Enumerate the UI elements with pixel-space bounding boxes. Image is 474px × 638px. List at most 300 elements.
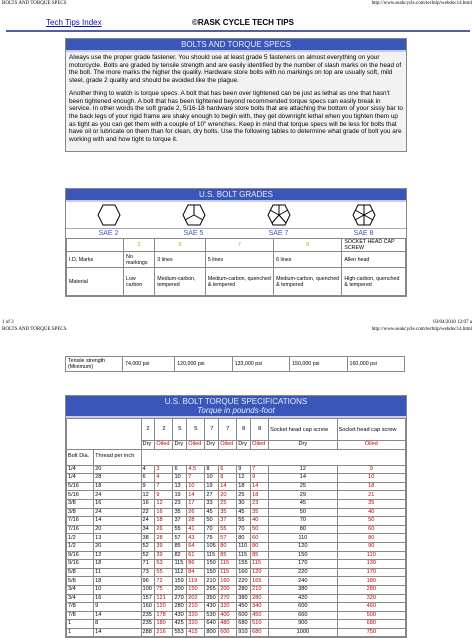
cell: 9 [337,465,405,474]
cell: 14 [269,474,337,483]
cell: 18 [237,482,251,491]
oiled-head: Oiled [251,441,269,450]
cell: 150 [205,560,219,569]
table-row [67,628,406,637]
cell: 25 [237,491,251,500]
cell: 18 [94,577,141,586]
cell: 55 [155,568,173,577]
cell: 210 [251,585,269,594]
torque-table [66,418,406,637]
grade-head: 7 [205,419,219,441]
cell: 29 [269,491,337,500]
cell: 1 [67,620,94,629]
cell: 270 [219,594,237,603]
cell: 170 [337,568,405,577]
cell: 159 [173,577,187,586]
cell: 80 [337,534,405,543]
cell: 680 [237,620,251,629]
cell: 13 [173,482,187,491]
cell: 180 [155,620,173,629]
cell: 7/8 [67,603,94,612]
cell: 26 [187,508,205,517]
cell: 660 [269,611,337,620]
cell: 155 [237,560,251,569]
grade-head: 2 [155,419,173,441]
cell: 35 [251,508,269,517]
sae5-bolt-head-icon [182,204,206,226]
table-row [67,268,406,296]
cell: 640 [205,620,219,629]
cell: 70 [205,525,219,534]
cell: 8 [205,465,219,474]
dry-head: Dry [141,441,155,450]
cell: 18 [94,560,141,569]
cell: 74,000 psi [123,357,175,372]
cell: 380 [237,594,251,603]
cell: 202 [187,594,205,603]
cell: 220 [237,577,251,586]
cell: 39 [155,551,173,560]
cell: 430 [173,611,187,620]
cell: 5 lines [205,252,273,268]
cell: 21 [337,491,405,500]
intro-paragraph: Always use the proper grade fastener. You should use at least grade 5 fasteners on almost everything on your motorcycle. Bolts are graded by tensile strength and are easily identified by the number of slash marks on the head of the bolt. The more marks the higher the quality. Hardware store bolts with no markings on top are usually soft, mild steel, grade 2 quality and should be avoided like the plague. [69,54,402,85]
row-label: Tensile strength (Minimum) [66,357,123,372]
grade-num: 7 [205,239,273,252]
cell: 115 [219,560,237,569]
cell: 340 [251,603,269,612]
cell: 72 [155,577,173,586]
cell: 270 [173,594,187,603]
table-row [67,585,406,594]
cell: 100 [141,585,155,594]
cell: 10 [205,474,219,483]
cell: 320 [187,620,205,629]
cell: 120 [269,542,337,551]
cell: 23 [173,499,187,508]
cell: 7 [251,465,269,474]
cell: 60 [251,534,269,543]
cell: 12 [155,499,173,508]
print-url: http://www.seakcycle.com/techtip/webdoc14.html [371,327,472,332]
cell: 55 [219,525,237,534]
cell: 20 [94,525,141,534]
grade-head: 5 [187,419,205,441]
torque-title: U.S. BOLT TORQUE SPECIFICATIONS [164,397,308,406]
cell: 50 [269,508,337,517]
cell: 86 [187,560,205,569]
oiled-head: Oiled [155,441,173,450]
cell: 216 [155,628,173,637]
cell: 600 [269,603,337,612]
cell: 71 [141,560,155,569]
cell: 160,000 psi [347,357,404,372]
bolts-torque-section [65,38,407,152]
socket-head: Socket head cap screw [269,419,337,441]
dry-head: Dry [173,441,187,450]
cell: 55 [237,517,251,526]
cell: 420 [269,594,337,603]
cell: 20 [219,491,237,500]
cell: 500 [337,611,405,620]
cell: 115 [205,551,219,560]
grades-title: U.S. BOLT GRADES [66,189,406,202]
thread-head: Thread per inch [94,449,141,465]
print-title: BOLTS AND TORQUE SPECS [2,327,67,332]
sae-labels [66,228,406,238]
cell: 112 [173,568,187,577]
cell: 425 [173,620,187,629]
cell: 265 [205,585,219,594]
dry-head: Dry [237,441,251,450]
cell: 220 [269,568,337,577]
table-row [67,542,406,551]
cell: 18 [251,491,269,500]
cell: 96 [141,577,155,586]
cell: 240 [269,577,337,586]
cell: 750 [337,628,405,637]
cell: 5/8 [67,568,94,577]
section-title: BOLTS AND TORQUE SPECS [66,39,406,52]
cell: 280 [337,585,405,594]
cell: 8 [94,620,141,629]
cell: 43 [187,534,205,543]
cell: 9/16 [67,551,94,560]
oiled-head: Oiled [219,441,237,450]
cell: 350 [205,594,219,603]
cell: 14 [94,628,141,637]
cell: 4 [141,465,155,474]
cell: 6 [173,465,187,474]
cell: 28 [94,474,141,483]
tech-tips-index-link[interactable]: Tech Tips Index [46,18,102,27]
cell: 55 [173,525,187,534]
print-url: http://www.seakcycle.com/techtip/webdoc14.html [371,1,472,6]
table-row [67,568,406,577]
cell: 170 [269,560,337,569]
cell: 20 [94,465,141,474]
cell: 40 [337,508,405,517]
cell: 14 [94,611,141,620]
table-row [67,577,406,586]
cell: 25 [269,482,337,491]
cell: 105 [205,542,219,551]
cell: 7 [155,482,173,491]
torque-subtitle: Torque in pounds-foot [197,406,275,415]
cell: 600 [237,611,251,620]
cell: 115 [237,551,251,560]
cell: 85 [251,551,269,560]
cell: 14 [94,517,141,526]
sae-label: SAE 8 [353,230,374,237]
cell: 73 [141,568,155,577]
cell: 57 [219,534,237,543]
table-row [67,594,406,603]
cell: 37 [219,517,237,526]
cell: 19 [205,482,219,491]
cell: 28 [155,534,173,543]
cell: 14 [251,482,269,491]
cell: High-carbon, quenched & tempered [342,268,406,296]
sae-label: SAE 2 [98,230,119,237]
cell: 800 [205,628,219,637]
cell: 80 [269,525,337,534]
cell: 235 [141,620,155,629]
cell: 160 [237,568,251,577]
table-row [67,525,406,534]
cell: 13 [94,534,141,543]
cell: 11 [94,568,141,577]
torque-paragraph: Another thing to watch is torque specs. A bolt that has been over tightened can be just as lethal as one that hasn't been tightened enough. A bolt that has been tightened beyond recommended torque specs can easily break in service. In other words the soft grade 2, 5/16-18 hardware store bolts that are attaching the bottom of your sissy bar to the back legs of your rigid frame are shaky enough to begin with, they get downright lethal when you tighten them up as tight as you can get them with a couple of 10" wrenches. Keep in mind that torque specs will be less for bolts that have oil or lubricate on them than for clean, dry bolts. Use the following tables to determine what grade of bolt you are working with and how tight to torque it. [69,89,403,144]
cell: 6 lines [274,252,342,268]
cell: 8 [219,474,237,483]
table-row [67,517,406,526]
grade-head: 7 [219,419,237,441]
socket-head: Socket head cap screw [337,419,405,441]
cell: 24 [94,491,141,500]
cell: 16 [94,499,141,508]
cell: 37 [173,517,187,526]
socket-head-label: SOCKET HEAD CAP SCREW [342,239,406,252]
cell: 430 [205,603,219,612]
cell: 17 [187,499,205,508]
cell: 23 [251,499,269,508]
cell: 28 [187,517,205,526]
grade-num: 5 [155,239,206,252]
cell: 110 [337,551,405,560]
cell: 70 [269,517,337,526]
cell: 35 [337,499,405,508]
table-row [67,551,406,560]
cell: 84 [187,568,205,577]
cell: 18 [94,482,141,491]
grade-head: 8 [251,419,269,441]
cell: 7 [187,474,205,483]
cell: 41 [187,525,205,534]
cell: 450 [251,611,269,620]
cell: 320 [219,603,237,612]
cell: 12 [269,465,337,474]
cell: 110 [237,542,251,551]
cell: 280 [237,585,251,594]
cell: 288 [141,628,155,637]
tensile-table [65,356,405,372]
cell: 18 [155,517,173,526]
cell: 14 [187,491,205,500]
cell: 1 [67,628,94,637]
cell: 160 [141,603,155,612]
cell: 510 [251,620,269,629]
grade-num: 8 [274,239,342,252]
cell: 16 [141,499,155,508]
cell: 10 [187,482,205,491]
cell: 210 [205,577,219,586]
table-row [67,499,406,508]
cell: 85 [173,542,187,551]
cell: 50 [251,525,269,534]
cell: 150 [187,585,205,594]
grade-head: 8 [237,419,251,441]
bolt-head-icons [66,202,406,228]
cell: Low carbon [124,268,155,296]
cell: 165 [251,577,269,586]
cell: 9 [94,603,141,612]
cell: 27 [205,491,219,500]
cell: 50 [337,517,405,526]
cell: No markings [124,252,155,268]
print-title: BOLTS AND TORQUE SPECS [2,1,67,6]
cell: 150,000 psi [290,357,347,372]
cell: 530 [205,611,219,620]
nav-bar [6,18,470,32]
cell: 19 [173,491,187,500]
table-row [67,560,406,569]
grades-table [66,238,406,296]
cell: 600 [219,628,237,637]
oiled-head: Oiled [337,441,405,450]
cell: 3/4 [67,585,94,594]
sae2-bolt-head-icon [97,204,121,226]
cell: 200 [173,585,187,594]
table-row [67,465,406,474]
cell: 150 [205,568,219,577]
cell: Allen head [342,252,406,268]
cell: 38 [141,534,155,543]
cell: 5/16 [67,482,94,491]
table-row [67,482,406,491]
cell: 120,000 psi [175,357,232,372]
cell: 7/16 [67,517,94,526]
table-row [67,508,406,517]
table-row [67,474,406,483]
cell: 3 [155,465,173,474]
cell: 130 [337,560,405,569]
cell: 12 [141,491,155,500]
cell: 57 [173,534,187,543]
grade-head: 5 [173,419,187,441]
cell: 10 [173,474,187,483]
cell: 1/2 [67,542,94,551]
cell: 9 [155,491,173,500]
cell: 5/8 [67,577,94,586]
cell: 460 [337,603,405,612]
cell: 45 [205,508,219,517]
cell: 16 [94,594,141,603]
cell: 64 [187,542,205,551]
cell: 50 [205,517,219,526]
cell: 53 [155,560,173,569]
cell: Medium-carbon, tempered [155,268,206,296]
cell: 35 [219,508,237,517]
cell: 180 [337,577,405,586]
cell: Medium-carbon, quenched & tempered [205,268,273,296]
cell: 320 [187,611,205,620]
cell: 45 [237,508,251,517]
cell: 121 [155,594,173,603]
cell: 1/4 [67,474,94,483]
cell: 4 [155,474,173,483]
cell: 12 [94,551,141,560]
cell: 6 [141,474,155,483]
sae8-bolt-head-icon [352,204,376,226]
table-row [67,611,406,620]
cell: 24 [94,508,141,517]
cell: 34 [141,525,155,534]
cell: 20 [94,542,141,551]
table-row [67,534,406,543]
cell: 900 [269,620,337,629]
cell: 9/16 [67,560,94,569]
cell: 9 [237,465,251,474]
cell: 9 [251,474,269,483]
cell: 3 lines [155,252,206,268]
cell: 52 [141,542,155,551]
cell: 30 [237,499,251,508]
cell: 14 [219,482,237,491]
bolt-dia-head: Bolt Dia. [67,449,94,465]
cell: 910 [237,628,251,637]
cell: 85 [219,551,237,560]
row-label: I.D. Marks [67,252,124,268]
cell: 70 [237,525,251,534]
cell: 5/16 [67,491,94,500]
cell: 24 [141,517,155,526]
cell: 80 [219,542,237,551]
table-row [67,491,406,500]
cell: 120 [251,568,269,577]
cell: 1/2 [67,534,94,543]
cell: 7/16 [67,525,94,534]
cell: 115 [173,560,187,569]
cell: 26 [155,525,173,534]
cell: 18 [337,482,405,491]
bolt-grades-section [65,188,407,297]
cell: Medium-carbon, quenched & tempered [274,268,342,296]
cell: 10 [94,585,141,594]
cell: 115 [219,568,237,577]
cell: 553 [173,628,187,637]
cell: 450 [237,603,251,612]
grade-head: 2 [141,419,155,441]
site-title: ©RASK CYCLE TECH TIPS [192,18,294,27]
cell: 22 [141,508,155,517]
row-label: Material [67,268,124,296]
cell: 25 [219,499,237,508]
sae-label: SAE 5 [183,230,204,237]
cell: 82 [173,551,187,560]
print-date: 03/04/2010 12:07 a [433,320,472,325]
torque-section [65,395,407,638]
cell: 39 [155,542,173,551]
cell: 3/8 [67,499,94,508]
dry-head: Dry [205,441,219,450]
cell: 3/8 [67,508,94,517]
cell: 52 [141,551,155,560]
oiled-head: Oiled [187,441,205,450]
cell: 160 [219,577,237,586]
cell: 12 [237,474,251,483]
cell: 40 [251,517,269,526]
cell: 400 [219,611,237,620]
grade-num: 2 [124,239,155,252]
cell: 3/4 [67,594,94,603]
cell: 110 [269,534,337,543]
cell: 150 [269,551,337,560]
sae7-bolt-head-icon [267,204,291,226]
cell: 16 [155,508,173,517]
cell: 7/8 [67,611,94,620]
table-row [67,620,406,629]
